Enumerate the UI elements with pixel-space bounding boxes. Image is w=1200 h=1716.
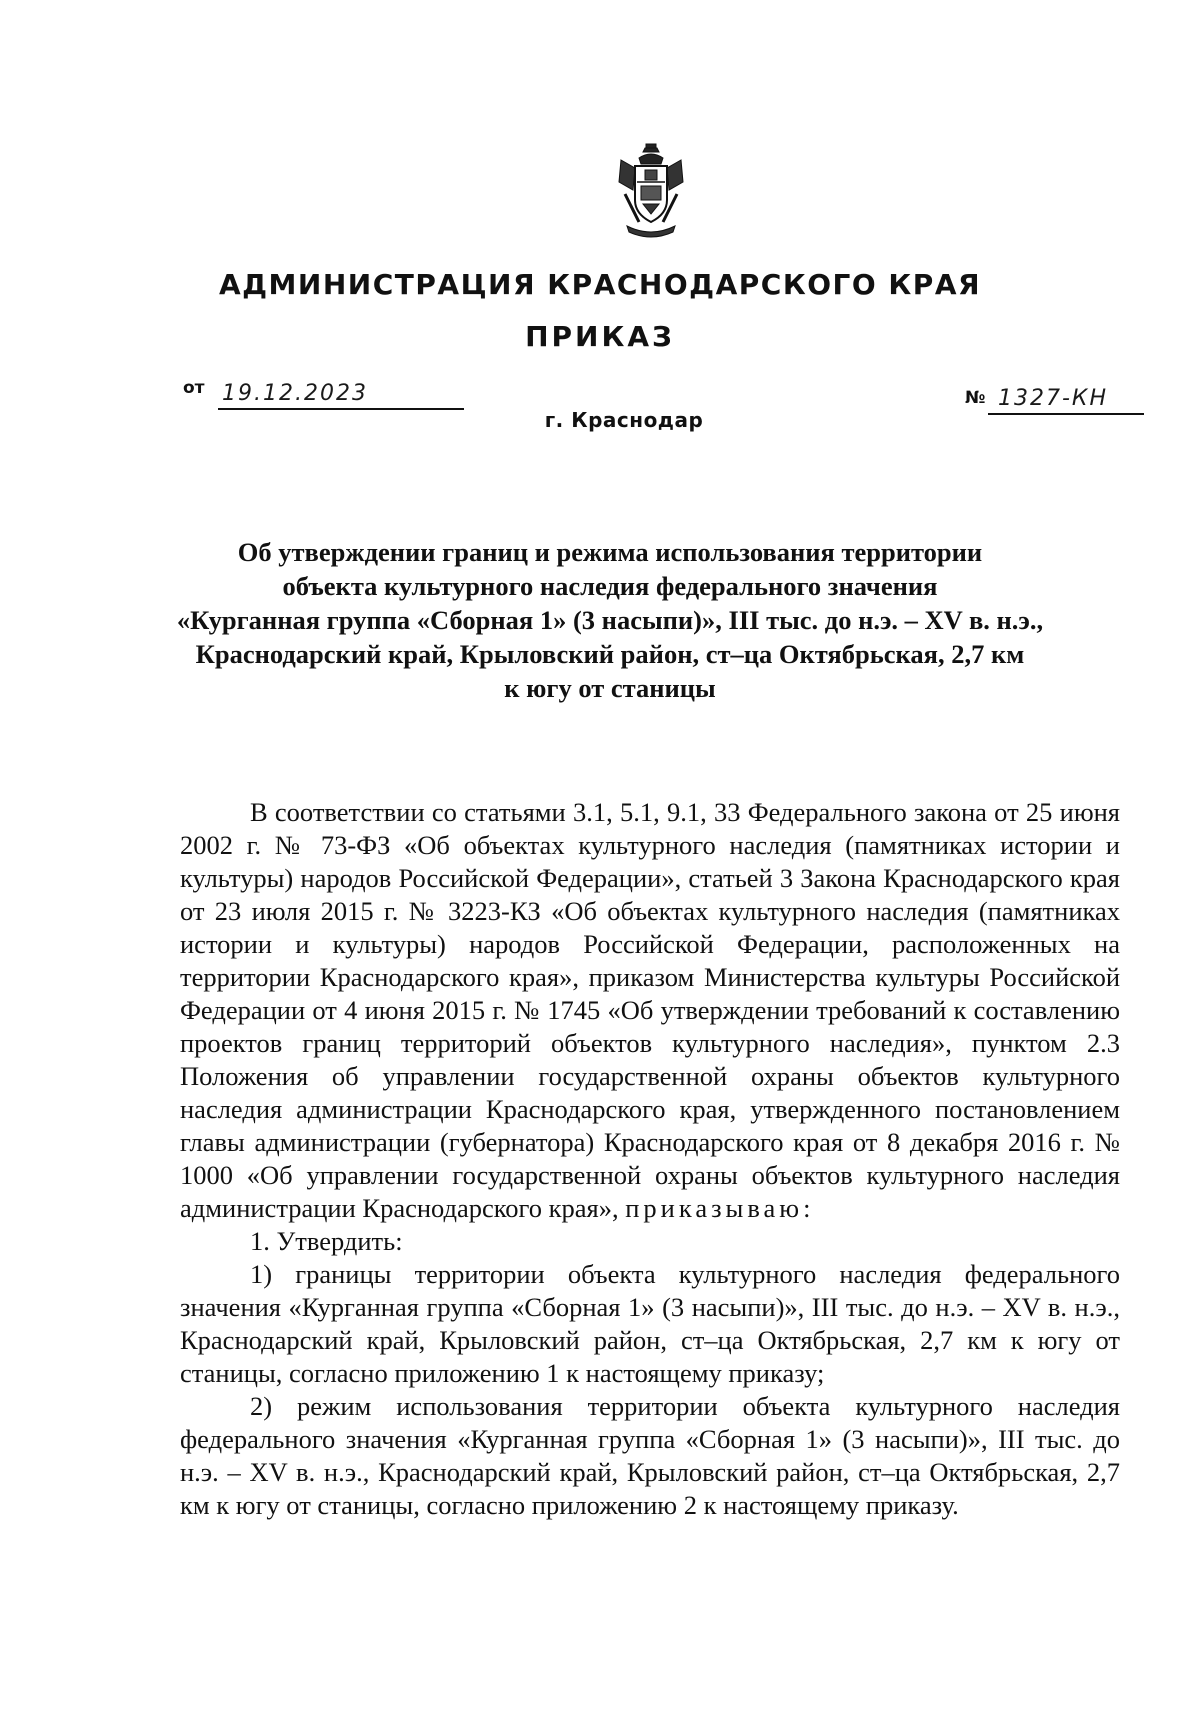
order-word: приказываю: <box>625 1193 815 1223</box>
title-line: Об утверждении границ и режима использования территории <box>237 537 983 567</box>
title-line: объекта культурного наследия федерального значения <box>282 571 938 601</box>
document-body <box>180 796 1120 1522</box>
date-field <box>218 380 464 410</box>
number-label: № <box>965 388 986 408</box>
preamble-text: В соответствии со статьями 3.1, 5.1, 9.1, 33 Федерального закона от 25 июня 2002 г. № 73-ФЗ «Об объектах культурного наследия (памятниках истории и культуры) народов Российской Федерации», статьей 3 Закона Краснодарского края от 23 июля 2015 г. № 3223-КЗ «Об объектах культурного наследия (памятниках истории и культуры) народов Российской Федерации, расположенных на территории Краснодарского края», приказом Министерства культуры Российской Федерации от 4 июня 2015 г. № 1745 «Об утверждении требований к составлению проектов границ территорий объектов культурного наследия», пунктом 2.3 Положения об управлении государственной охраны объектов культурного наследия администрации Краснодарского края, утвержденного постановлением главы администрации (губернатора) Краснодарского края от 8 декабря 2016 г. № 1000 «Об управлении государственной охраны объектов культурного наследия администрации Краснодарского края», <box>180 797 1120 1223</box>
title-line: «Курганная группа «Сборная 1» (3 насыпи)», III тыс. до н.э. – XV в. н.э., <box>176 605 1044 635</box>
title-line: Краснодарский край, Крыловский район, ст–ца Октябрьская, 2,7 км <box>195 639 1025 669</box>
number-value: 1327-КН <box>998 386 1109 411</box>
item-1-2: 2) режим использования территории объекта культурного наследия федерального значения «Курганная группа «Сборная 1» (3 насыпи)», III тыс. до н.э. – XV в. н.э., Краснодарский край, Крыловский район, ст–ца Октябрьская, 2,7 км к югу от станицы, согласно приложению 2 к настоящему приказу. <box>180 1391 1120 1520</box>
document-title <box>150 535 1070 705</box>
preamble-paragraph <box>180 796 1120 1225</box>
organization-name: АДМИНИСТРАЦИЯ КРАСНОДАРСКОГО КРАЯ <box>218 268 982 301</box>
date-label: от <box>183 378 205 398</box>
title-line: к югу от станицы <box>504 673 716 703</box>
city-name: г. Краснодар <box>544 408 704 432</box>
item-1: 1. Утвердить: <box>250 1226 403 1256</box>
document-type: ПРИКАЗ <box>525 320 675 353</box>
date-value: 19.12.2023 <box>222 381 368 406</box>
item-1-1: 1) границы территории объекта культурного наследия федерального значения «Курганная группа «Сборная 1» (3 насыпи)», III тыс. до н.э. – XV в. н.э., Краснодарский край, Крыловский район, ст–ца Октябрьская, 2,7 км к югу от станицы, согласно приложению 1 к настоящему приказу; <box>180 1259 1120 1388</box>
coat-of-arms-emblem <box>615 142 687 242</box>
